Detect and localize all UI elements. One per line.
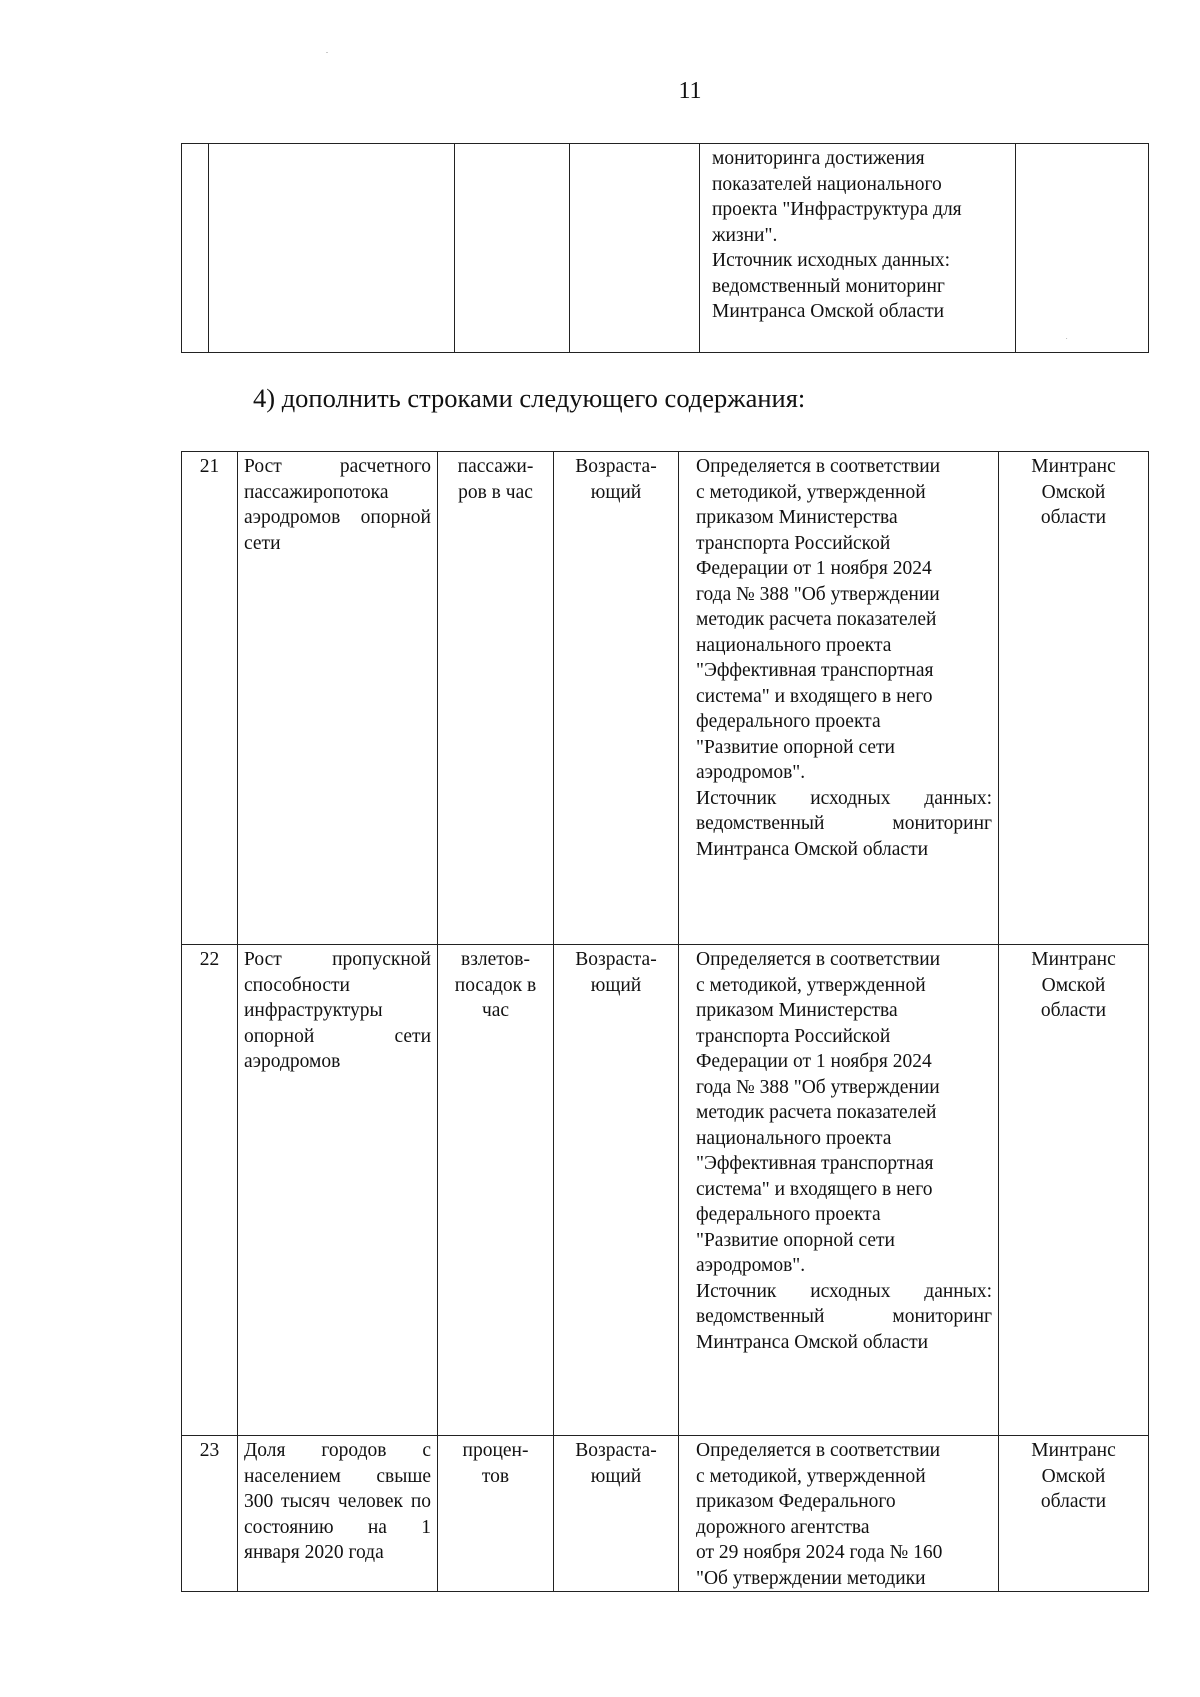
method-line: ведомственный мониторинг (696, 813, 992, 834)
method-line: Источник исходных данных: (696, 1280, 992, 1302)
method-line: система" и входящего в него (696, 1178, 933, 1200)
method-line: ведомственный мониторинг (696, 1306, 992, 1327)
method-line: от 29 ноября 2024 года № 160 (696, 1542, 943, 1563)
method-line: Определяется в соответствии (696, 456, 941, 477)
cell-num: 22 (182, 945, 238, 1436)
cell-unit: пассажи- ров в час (438, 452, 554, 945)
indicators-table (181, 451, 1149, 1592)
method-line: Определяется в соответствии (696, 1440, 941, 1461)
cell-indicator-name: Рост пропускной способности инфраструктуры опорной сети аэродромов (238, 945, 438, 1436)
cell-method (679, 452, 999, 945)
continuation-table (181, 143, 1149, 353)
method-line: аэродромов". (696, 1255, 806, 1276)
cell-direction: Возраста- ющий (554, 452, 679, 945)
cell-empty (182, 144, 209, 353)
cell-num: 23 (182, 1436, 238, 1592)
cell-direction: Возраста- ющий (554, 1436, 679, 1592)
method-line: Определяется в соответствии (696, 949, 941, 970)
method-line: национального проекта (696, 634, 892, 656)
scan-speck: . (1066, 335, 1068, 341)
table-row (182, 452, 1149, 945)
method-line: система" и входящего в него (696, 685, 933, 707)
method-line: аэродромов". (696, 762, 806, 783)
method-line: года № 388 "Об утверждении (696, 583, 940, 605)
method-line: "Эффективная транспортная (696, 1153, 934, 1174)
cell-indicator-name: Рост расчетного пассажиропотока аэродромов опорной сети (238, 452, 438, 945)
method-line: года № 388 "Об утверждении (696, 1076, 940, 1098)
cell-unit: взлетов- посадок в час (438, 945, 554, 1436)
cell-direction: Возраста- ющий (554, 945, 679, 1436)
cell-method (679, 945, 999, 1436)
cell-method: мониторинга достижения показателей национального проекта "Инфраструктура для жизни". Источник исходных данных: ведомственный мониторинг Минтранса Омской области (700, 144, 1016, 353)
cell-responsible: Минтранс Омской области (999, 452, 1149, 945)
cell-empty (455, 144, 570, 353)
method-line: приказом Министерства (696, 507, 898, 528)
cell-responsible: Минтранс Омской области (999, 945, 1149, 1436)
method-line: дорожного агентства (696, 1516, 870, 1538)
cell-indicator-name: Доля городов с населением свыше 300 тысяч человек по состоянию на 1 января 2020 года (238, 1436, 438, 1592)
method-line: Федерации от 1 ноября 2024 (696, 558, 932, 579)
table-row (182, 945, 1149, 1436)
cell-num: 21 (182, 452, 238, 945)
method-line: федерального проекта (696, 1204, 881, 1225)
method-line: "Об утверждении методики (696, 1567, 926, 1589)
table-row (182, 1436, 1149, 1592)
cell-responsible: Минтранс Омской области (999, 1436, 1149, 1592)
method-line: Федерации от 1 ноября 2024 (696, 1051, 932, 1072)
cell-unit: процен- тов (438, 1436, 554, 1592)
method-line: федерального проекта (696, 711, 881, 732)
method-line: приказом Федерального (696, 1491, 896, 1512)
intro-text: 4) дополнить строками следующего содержания: (253, 383, 806, 413)
method-line: транспорта Российской (696, 532, 891, 554)
method-line: методик расчета показателей (696, 609, 937, 630)
method-line: с методикой, утвержденной (696, 481, 926, 503)
cell-empty (209, 144, 455, 353)
method-line: с методикой, утвержденной (696, 1465, 926, 1487)
method-line: методик расчета показателей (696, 1102, 937, 1123)
method-line: с методикой, утвержденной (696, 974, 926, 996)
method-line: приказом Министерства (696, 1000, 898, 1021)
method-line: "Эффективная транспортная (696, 660, 934, 681)
scan-speck: . (326, 46, 328, 55)
method-line: "Развитие опорной сети (696, 736, 895, 758)
method-line: "Развитие опорной сети (696, 1229, 895, 1251)
method-line: Источник исходных данных: (696, 787, 992, 809)
cell-empty (570, 144, 700, 353)
cell-empty (1016, 144, 1149, 353)
page-number: 11 (678, 78, 702, 104)
method-line: транспорта Российской (696, 1025, 891, 1047)
method-line: национального проекта (696, 1127, 892, 1149)
cell-method (679, 1436, 999, 1592)
method-line: Минтранса Омской области (696, 838, 929, 860)
method-line: Минтранса Омской области (696, 1331, 929, 1353)
table-row (182, 144, 1149, 353)
